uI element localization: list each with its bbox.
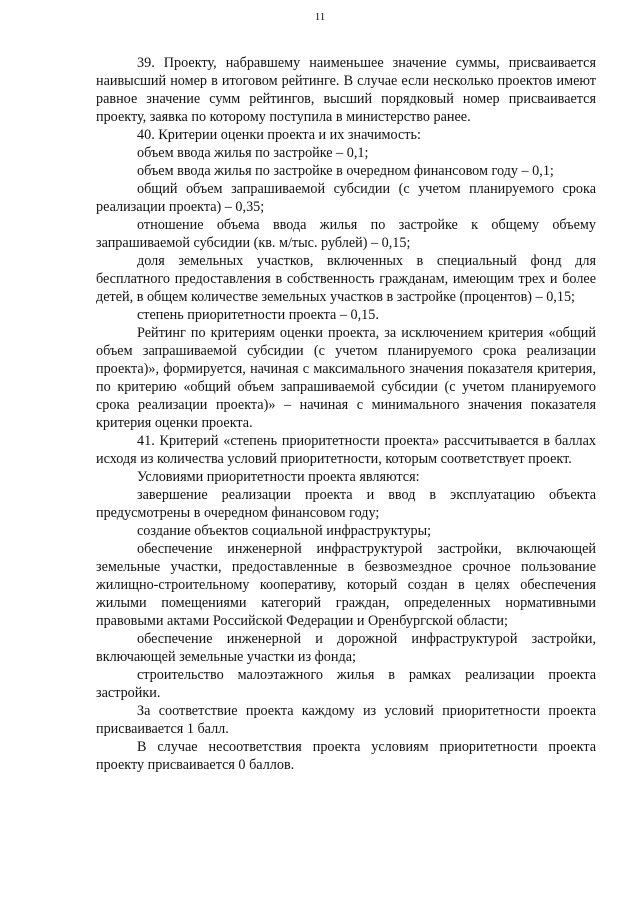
- document-body: [96, 54, 596, 774]
- score-zero-points: В случае несоответствия проекта условиям приоритетности проекта проекту присваивается 0 баллов.: [96, 739, 596, 773]
- criterion-housing-to-subsidy-ratio: отношение объема ввода жилья по застройке к общему объему запрашиваемой субсидии (кв. м/тыс. рублей) – 0,15;: [96, 217, 596, 251]
- criterion-housing-volume: объем ввода жилья по застройке – 0,1;: [137, 145, 369, 161]
- criterion-land-share: доля земельных участков, включенных в специальный фонд для бесплатного предоставления в собственность гражданам, имеющим трех и более детей, в общем количестве земельных участков в застройке (процентов) – 0,15;: [96, 253, 596, 305]
- score-one-point: За соответствие проекта каждому из условий приоритетности проекта присваивается 1 балл.: [96, 703, 596, 737]
- criterion-priority-degree: степень приоритетности проекта – 0,15.: [137, 307, 379, 323]
- priority-conditions-heading: Условиями приоритетности проекта являются:: [137, 469, 420, 485]
- paragraph-39: 39. Проекту, набравшему наименьшее значение суммы, присваивается наивысший номер в итоговом рейтинге. В случае если несколько проектов имеют равное значение сумм рейтингов, высший порядковый номер присваивается проекту, заявка по которому поступила в министерство ранее.: [96, 55, 596, 125]
- criterion-housing-volume-next-year: объем ввода жилья по застройке в очередном финансовом году – 0,1;: [137, 163, 554, 179]
- rating-formation-paragraph: Рейтинг по критериям оценки проекта, за исключением критерия «общий объем запрашиваемой субсидии (с учетом планируемого срока реализации проекта)», формируется, начиная с максимального значения показателя критерия, по критерию «общий объем запрашиваемой субсидии (с учетом планируемого срока реализации проекта)» – начиная с минимального значения показателя критерия оценки проекта.: [96, 325, 596, 431]
- condition-road-infrastructure: обеспечение инженерной и дорожной инфраструктурой застройки, включающей земельные участки из фонда;: [96, 631, 596, 665]
- page-number: 11: [314, 11, 326, 23]
- condition-completion: завершение реализации проекта и ввод в эксплуатацию объекта предусмотрены в очередном финансовом году;: [96, 487, 596, 521]
- criterion-subsidy-total: общий объем запрашиваемой субсидии (с учетом планируемого срока реализации проекта) – 0,35;: [96, 181, 596, 215]
- paragraph-40-heading: 40. Критерии оценки проекта и их значимость:: [137, 127, 421, 143]
- condition-social-infrastructure: создание объектов социальной инфраструктуры;: [137, 523, 432, 539]
- paragraph-41: 41. Критерий «степень приоритетности проекта» рассчитывается в баллах исходя из количества условий приоритетности, которым соответствует проект.: [96, 433, 596, 467]
- condition-engineering-infrastructure: обеспечение инженерной инфраструктурой застройки, включающей земельные участки, предоставленные в безвозмездное срочное пользование жилищно-строительному кооперативу, который создан в целях обеспечения жилыми помещениями категорий граждан, определенных нормативными правовыми актами Российской Федерации и Оренбургской области;: [96, 541, 596, 629]
- condition-low-rise-housing: строительство малоэтажного жилья в рамках реализации проекта застройки.: [96, 667, 596, 701]
